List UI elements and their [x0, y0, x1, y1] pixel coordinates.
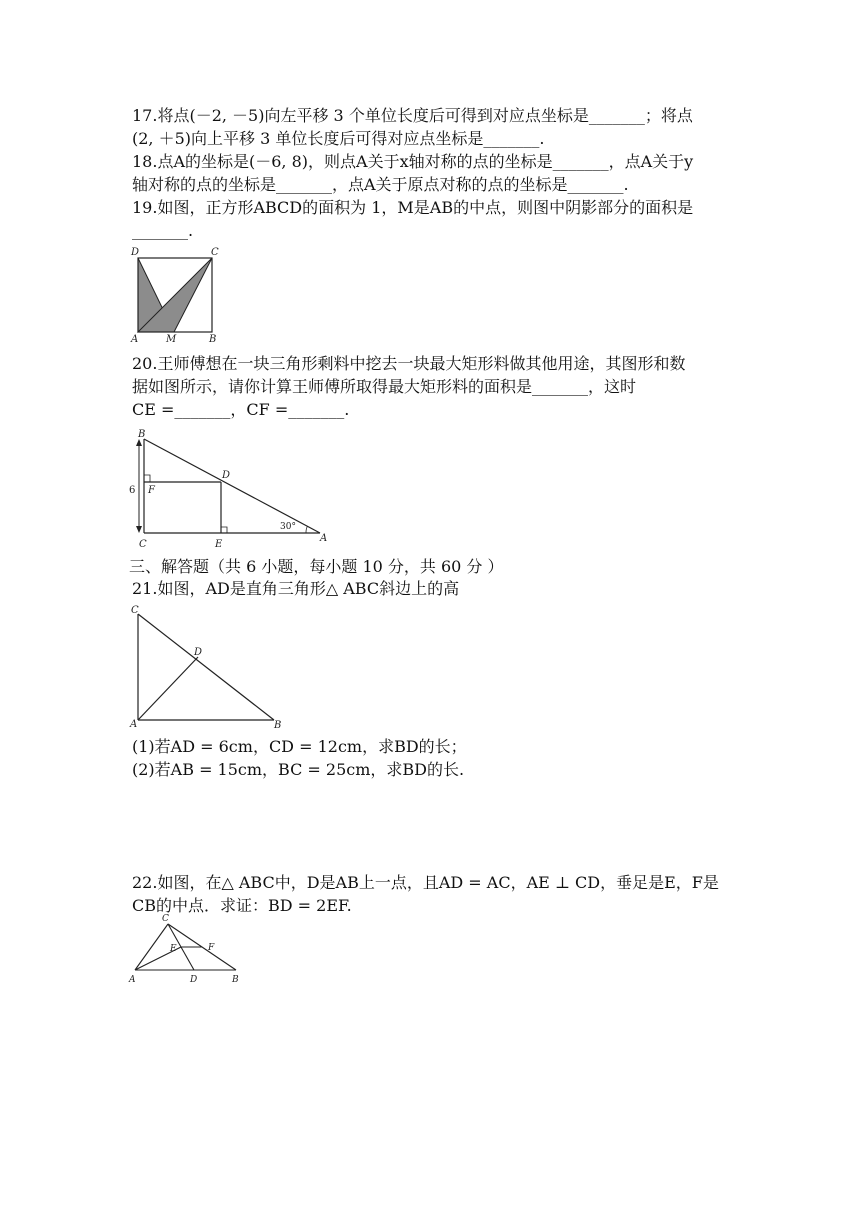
- q17-line1: 17.将点(－2, －5)向左平移 3 个单位长度后可得到对应点坐标是_______；将点: [132, 106, 693, 125]
- label-30deg: 30°: [280, 522, 296, 532]
- label-d: D: [194, 647, 203, 658]
- q17-line2: (2, ＋5)向上平移 3 单位长度后可得对应点坐标是_______.: [132, 129, 545, 148]
- label-m: M: [166, 334, 177, 345]
- q18-line1: 18.点A的坐标是(－6, 8)，则点A关于x轴对称的点的坐标是_______，点A关于y: [132, 152, 694, 171]
- q22-line2: CB的中点．求证：BD = 2EF.: [132, 896, 352, 915]
- label-b: B: [232, 975, 239, 985]
- q19-line1: 19.如图，正方形ABCD的面积为 1，M是AB的中点，则图中阴影部分的面积是: [132, 198, 694, 217]
- label-d: D: [222, 470, 231, 481]
- label-a: A: [129, 975, 136, 985]
- q21-figure: [126, 600, 288, 730]
- q22-line1: 22.如图，在△ ABC中，D是AB上一点，且AD = AC，AE ⊥ CD，垂足是E，F是: [132, 873, 719, 892]
- label-f: F: [148, 485, 155, 496]
- section3-title: 三、解答题（共 6 小题，每小题 10 分，共 60 分 ）: [129, 557, 504, 576]
- label-d: D: [131, 247, 140, 258]
- q18-line2: 轴对称的点的坐标是_______，点A关于原点对称的点的坐标是_______.: [132, 175, 629, 194]
- q20-line3: CE =_______，CF =_______.: [132, 400, 350, 419]
- label-c: C: [162, 914, 169, 924]
- label-a: A: [130, 719, 138, 730]
- label-a: A: [320, 533, 328, 544]
- q20-figure: [126, 427, 336, 551]
- q22-figure: [126, 910, 246, 986]
- q21-line1: 21.如图，AD是直角三角形△ ABC斜边上的高: [132, 579, 460, 598]
- label-a: A: [131, 334, 139, 345]
- q21-sub1: (1)若AD = 6cm，CD = 12cm，求BD的长；: [132, 737, 467, 756]
- q20-line2: 据如图所示，请你计算王师傅所取得最大矩形料的面积是_______，这时: [132, 377, 637, 396]
- label-b: B: [274, 720, 282, 730]
- label-6: 6: [129, 485, 136, 496]
- label-b: B: [209, 334, 217, 345]
- q19-line2: _______.: [132, 221, 194, 240]
- label-f: F: [208, 943, 215, 953]
- label-c: C: [131, 605, 139, 616]
- label-e: E: [170, 944, 177, 954]
- label-d: D: [190, 975, 198, 985]
- label-b: B: [138, 429, 146, 440]
- q19-figure: [126, 244, 226, 346]
- q21-sub2: (2)若AB = 15cm，BC = 25cm，求BD的长.: [132, 760, 465, 779]
- label-c: C: [211, 247, 219, 258]
- q20-line1: 20.王师傅想在一块三角形剩料中挖去一块最大矩形料做其他用途，其图形和数: [132, 354, 686, 373]
- label-c: C: [139, 539, 147, 550]
- label-e: E: [215, 539, 223, 550]
